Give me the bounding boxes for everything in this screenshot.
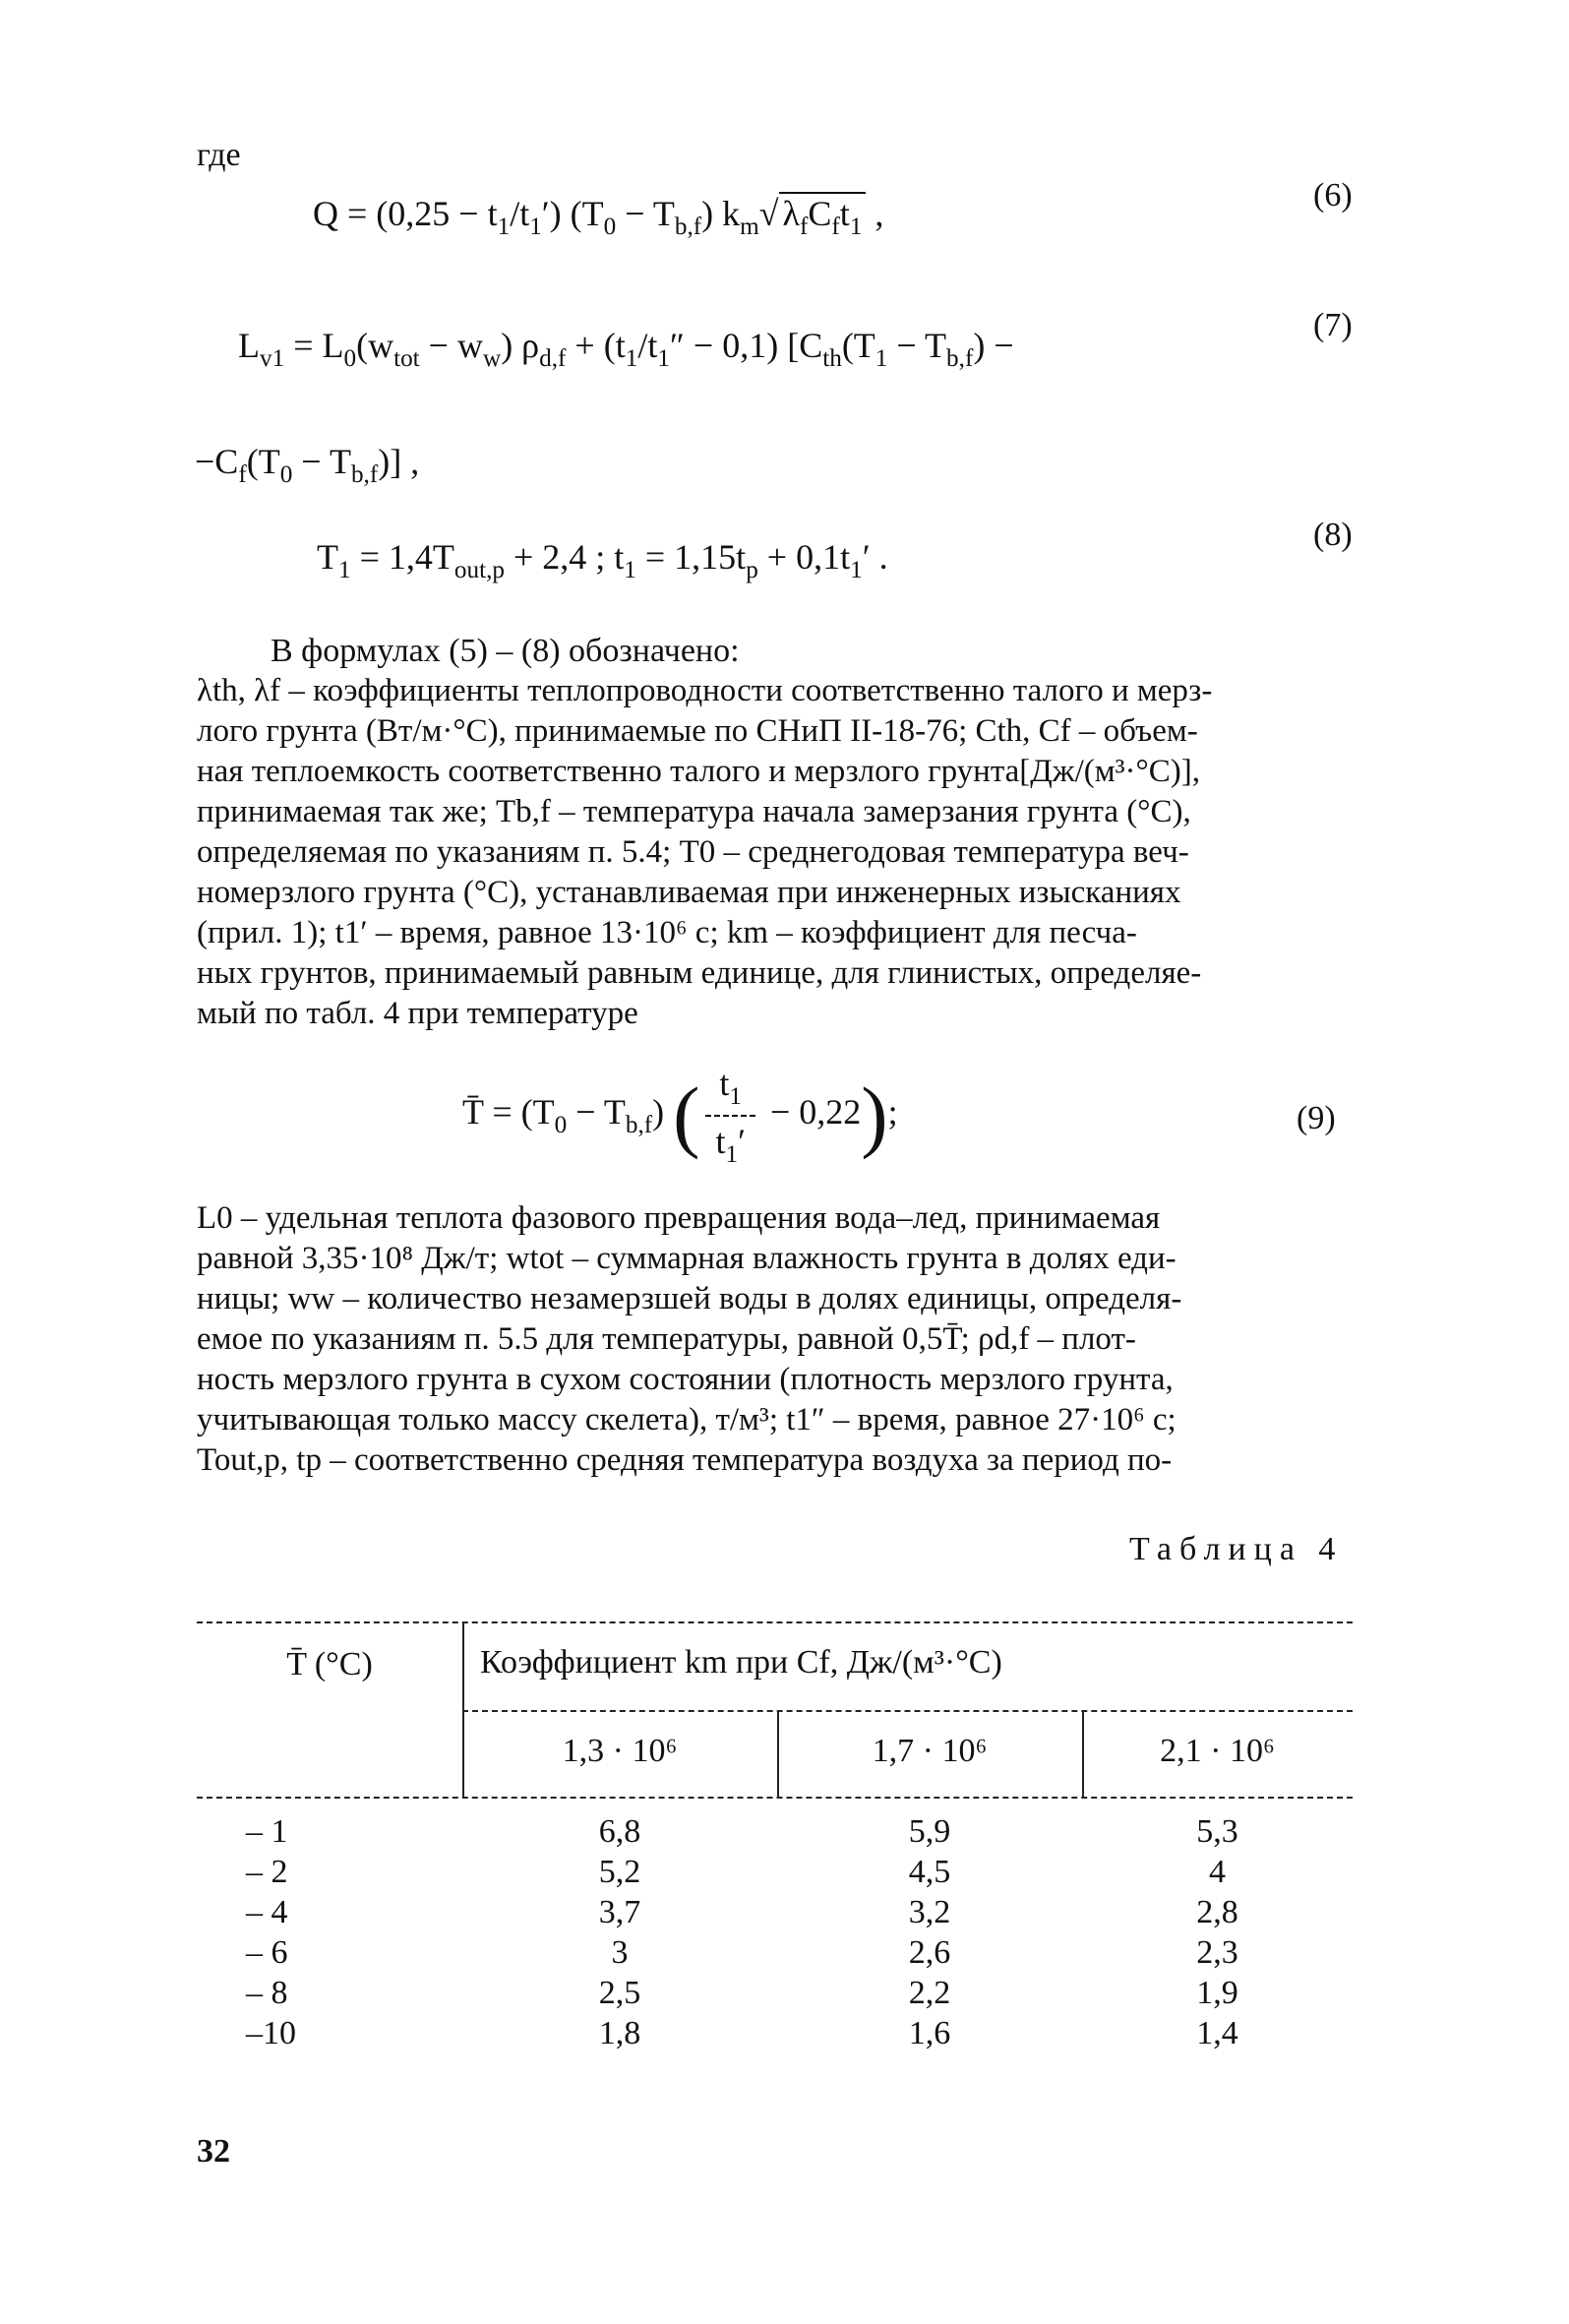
- legend-intro: В формулах (5) – (8) обозначено:: [271, 633, 740, 669]
- para1-line: мый по табл. 4 при температуре: [197, 996, 638, 1031]
- table-cell-value: 3: [611, 1934, 629, 1971]
- table-cell-value: 1,9: [1196, 1975, 1238, 2011]
- equation-number-7: (7): [1313, 307, 1353, 343]
- formula-6: $Q = (0,25 - t_1/t_1')$ $(T_0 - T_{b,f})$ $k_m√$ $\lambda_fC_ft_1$ ,: [313, 194, 884, 240]
- table-cell-temperature: – 1: [246, 1813, 288, 1850]
- table-cell-value: 5,3: [1196, 1813, 1238, 1850]
- table-cell-value: 1,4: [1196, 2015, 1238, 2051]
- para1-line: λth, λf – коэффициенты теплопроводности соответственно талого и мерз-: [197, 673, 1213, 708]
- table-cell-value: 6,8: [598, 1813, 641, 1850]
- paragraph-definitions-2: [197, 1198, 1358, 1481]
- para1-line: (прил. 1); t1′ – время, равное 13·10⁶ с; km – коэффициент для песча-: [197, 915, 1137, 950]
- para2-line: равной 3,35·10⁸ Дж/т; wtot – суммарная влажность грунта в долях еди-: [197, 1241, 1177, 1276]
- table-cell-value: 1,8: [598, 2015, 641, 2051]
- formula-9: T̄ = $(T_0 - T_{b,f})$ ( $\frac{t_1}{t_1'}$ − 0,22);: [462, 1064, 898, 1168]
- table-cell-temperature: – 6: [246, 1934, 288, 1971]
- table-subheader-3: 2,1 · 10⁶: [1160, 1733, 1275, 1769]
- table-cell-value: 4: [1209, 1854, 1226, 1890]
- table-cell-value: 4,5: [908, 1854, 951, 1890]
- table-cell-value: 5,2: [598, 1854, 641, 1890]
- table-cell-value: 2,8: [1196, 1894, 1238, 1930]
- table-subheader-1: 1,3 · 10⁶: [562, 1733, 678, 1769]
- table-cell-temperature: – 8: [246, 1975, 288, 2011]
- formula-8: $T_1 = 1,4T_{out,p} + 2,4$ ; $t_1 = 1,15t_p + 0,1t_1'$ .: [317, 537, 888, 583]
- table-cell-value: 3,7: [598, 1894, 641, 1930]
- para1-line: ных грунтов, принимаемый равным единице, для глинистых, определяе-: [197, 955, 1202, 991]
- para1-line: номерзлого грунта (°С), устанавливаемая при инженерных изысканиях: [197, 875, 1181, 910]
- table-cell-value: 2,6: [908, 1934, 951, 1971]
- para2-line: ность мерзлого грунта в сухом состоянии (плотность мерзлого грунта,: [197, 1362, 1174, 1397]
- table-cell-value: 3,2: [908, 1894, 951, 1930]
- para2-line: емое по указаниям п. 5.5 для температуры, равной 0,5T̄; ρd,f – плот-: [197, 1321, 1136, 1357]
- paragraph-definitions-1: [197, 671, 1358, 1034]
- formula-7-line1: $L_{v1} = L_0(w_{tot} - w_w) \rho_{d,f} + (t_1/t_1'' - 0,1) [C_{th}(T_1 - T_{b,f})$ −: [238, 326, 1014, 372]
- table-cell-temperature: –10: [246, 2015, 296, 2051]
- table-cell-value: 1,6: [908, 2015, 951, 2051]
- para2-line: учитывающая только массу скелета), т/м³; t1″ – время, равное 27·10⁶ с;: [197, 1402, 1177, 1437]
- table-cell-temperature: – 2: [246, 1854, 288, 1890]
- page-number: 32: [197, 2133, 230, 2170]
- equation-number-9: (9): [1297, 1100, 1336, 1136]
- table-cell-value: 5,9: [908, 1813, 951, 1850]
- para1-line: определяемая по указаниям п. 5.4; T0 – среднегодовая температура веч-: [197, 834, 1189, 870]
- table-cell-temperature: – 4: [246, 1894, 288, 1930]
- intro-word: где: [197, 137, 241, 173]
- table-header-group: Коэффициент km при Cf, Дж/(м³·°С): [480, 1644, 1002, 1681]
- para2-line: ницы; ww – количество незамерзшей воды в долях единицы, определя-: [197, 1281, 1182, 1316]
- equation-number-8: (8): [1313, 517, 1353, 553]
- para2-line: Tout,p, tp – соответственно средняя температура воздуха за период по-: [197, 1442, 1173, 1478]
- formula-7-line2: $-C_f(T_0 - T_{b,f})$] ,: [195, 442, 420, 488]
- para1-line: лого грунта (Вт/м·°С), принимаемые по СНиП II-18-76; Cth, Cf – объем-: [197, 713, 1198, 749]
- table-subheader-2: 1,7 · 10⁶: [872, 1733, 988, 1769]
- table-cell-value: 2,5: [598, 1975, 641, 2011]
- table-header-bottom-rule: [197, 1797, 1353, 1799]
- equation-number-6: (6): [1313, 177, 1353, 214]
- table-cell-value: 2,2: [908, 1975, 951, 2011]
- table-mid-rule: [462, 1710, 1353, 1712]
- table-top-rule: [197, 1621, 1353, 1623]
- table-cell-value: 2,3: [1196, 1934, 1238, 1971]
- para1-line: ная теплоемкость соответственно талого и мерзлого грунта[Дж/(м³·°С)],: [197, 754, 1200, 789]
- table-header-temperature: T̄ (°С): [286, 1646, 373, 1682]
- para2-line: L0 – удельная теплота фазового превращения вода–лед, принимаемая: [197, 1200, 1161, 1236]
- para1-line: принимаемая так же; Tb,f – температура начала замерзания грунта (°С),: [197, 794, 1191, 829]
- table-title: Таблица 4: [1129, 1531, 1344, 1567]
